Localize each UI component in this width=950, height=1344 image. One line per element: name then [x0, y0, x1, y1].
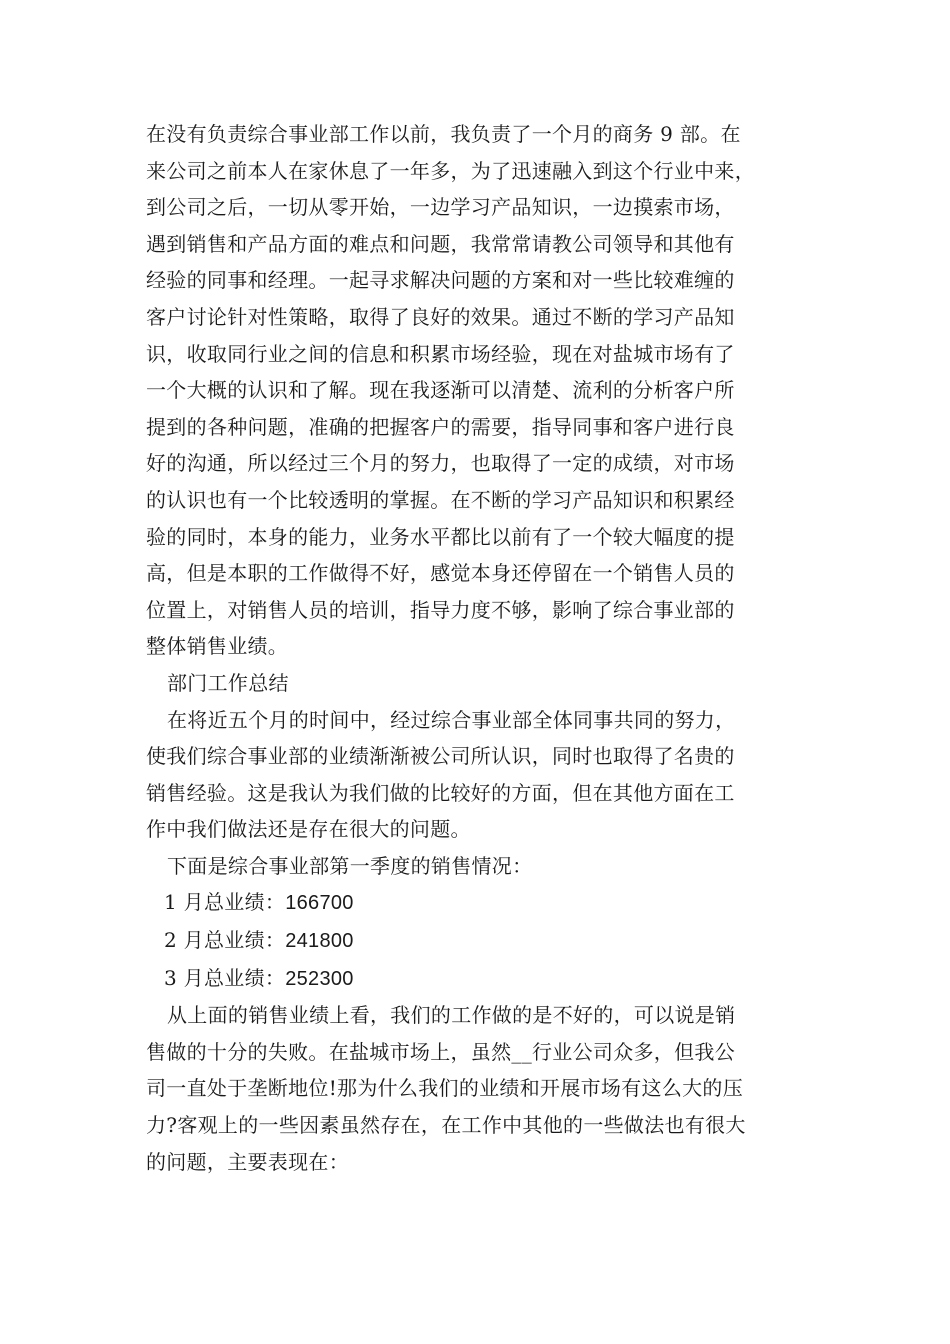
text-line: 验的同时，本身的能力，业务水平都比以前有了一个较大幅度的提	[146, 524, 735, 549]
text-line: 销售经验。这是我认为我们做的比较好的方面，但在其他方面在工	[146, 780, 735, 805]
text-line: 的认识也有一个比较透明的掌握。在不断的学习产品知识和积累经	[146, 487, 735, 512]
sales-label: 1 月总业绩：	[164, 890, 286, 915]
text-line: 作中我们做法还是存在很大的问题。	[146, 817, 471, 842]
sales-value: 252300	[285, 967, 354, 990]
text-line: 整体销售业绩。	[146, 634, 289, 659]
text-line: 遇到销售和产品方面的难点和问题，我常常请教公司领导和其他有	[146, 231, 735, 256]
text-line: 经验的同事和经理。一起寻求解决问题的方案和对一些比较难缠的	[146, 268, 735, 293]
text-line: 一个大概的认识和了解。现在我逐渐可以清楚、流利的分析客户所	[146, 378, 735, 403]
text-line: 好的沟通，所以经过三个月的努力，也取得了一定的成绩，对市场	[146, 451, 735, 476]
text-line: 位置上，对销售人员的培训，指导力度不够，影响了综合事业部的	[146, 597, 735, 622]
text-line: 售做的十分的失败。在盐城市场上，虽然__行业公司众多，但我公	[146, 1039, 735, 1064]
sales-intro: 下面是综合事业部第一季度的销售情况：	[167, 853, 533, 878]
sales-line-february	[146, 922, 826, 960]
text-line: 力?客观上的一些因素虽然存在，在工作中其他的一些做法也有很大	[146, 1113, 746, 1138]
text-line: 从上面的销售业绩上看，我们的工作做的是不好的，可以说是销	[167, 1003, 736, 1028]
text-line: 客户讨论针对性策略，取得了良好的效果。通过不断的学习产品知	[146, 304, 735, 329]
text-line: 的问题，主要表现在：	[146, 1149, 349, 1174]
text-line: 在将近五个月的时间中，经过综合事业部全体同事共同的努力，	[167, 707, 736, 732]
sales-value: 241800	[285, 930, 354, 953]
text-line: 提到的各种问题，准确的把握客户的需要，指导同事和客户进行良	[146, 414, 735, 439]
section-heading: 部门工作总结	[167, 670, 289, 695]
sales-value: 166700	[285, 892, 354, 915]
text-line: 识，收取同行业之间的信息和积累市场经验，现在对盐城市场有了	[146, 341, 735, 366]
sales-line-january	[146, 884, 826, 922]
document-page	[146, 116, 826, 1180]
sales-line-march	[146, 960, 826, 998]
text-line: 到公司之后，一切从零开始，一边学习产品知识，一边摸索市场，	[146, 195, 735, 220]
paragraph-department-summary	[146, 702, 826, 848]
text-line: 使我们综合事业部的业绩渐渐被公司所认识，同时也取得了名贵的	[146, 744, 735, 769]
sales-label: 2 月总业绩：	[164, 928, 286, 953]
paragraph-analysis	[146, 997, 826, 1180]
text-line: 在没有负责综合事业部工作以前，我负责了一个月的商务 9 部。在	[146, 122, 741, 146]
sales-label: 3 月总业绩：	[164, 965, 286, 990]
text-line: 来公司之前本人在家休息了一年多，为了迅速融入到这个行业中来，	[146, 158, 755, 183]
text-line: 司一直处于垄断地位!那为什么我们的业绩和开展市场有这么大的压	[146, 1076, 744, 1101]
paragraph-work-experience	[146, 116, 826, 665]
text-line: 高，但是本职的工作做得不好，感觉本身还停留在一个销售人员的	[146, 561, 735, 586]
